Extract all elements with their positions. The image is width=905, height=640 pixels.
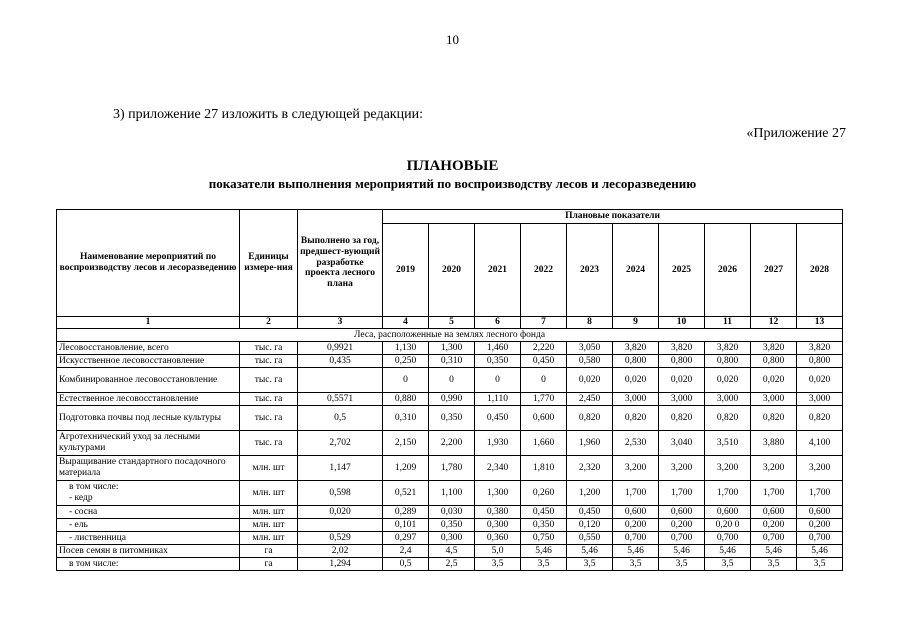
row-year-value: 1,700	[613, 481, 659, 506]
row-year-value: 3,200	[705, 456, 751, 481]
row-year-value: 0,350	[429, 406, 475, 431]
column-number: 8	[567, 317, 613, 329]
row-year-value: 0,600	[659, 506, 705, 519]
row-year-value: 0,350	[475, 355, 521, 368]
row-year-value: 0,600	[613, 506, 659, 519]
header-year: 2027	[751, 224, 797, 317]
row-year-value: 5,46	[613, 545, 659, 558]
row-year-value: 0,700	[751, 532, 797, 545]
row-done-value: 1,147	[298, 456, 383, 481]
row-year-value: 0,880	[383, 393, 429, 406]
header-year: 2020	[429, 224, 475, 317]
row-unit: тыс. га	[240, 393, 298, 406]
row-year-value: 0,310	[429, 355, 475, 368]
row-year-value: 0,820	[659, 406, 705, 431]
row-year-value: 0	[383, 368, 429, 393]
row-done-value: 1,294	[298, 558, 383, 571]
row-done-value: 0,435	[298, 355, 383, 368]
row-year-value: 3,000	[613, 393, 659, 406]
column-number: 4	[383, 317, 429, 329]
row-done-value: 0,9921	[298, 342, 383, 355]
row-year-value: 2,340	[475, 456, 521, 481]
header-year: 2019	[383, 224, 429, 317]
table-row	[57, 532, 843, 545]
row-year-value: 0,300	[429, 532, 475, 545]
row-year-value: 1,300	[475, 481, 521, 506]
row-year-value: 2,220	[521, 342, 567, 355]
row-year-value: 0,360	[475, 532, 521, 545]
row-done-value: 0,529	[298, 532, 383, 545]
row-year-value: 3,050	[567, 342, 613, 355]
row-activity-name: в том числе:	[57, 558, 240, 571]
table-row	[57, 406, 843, 431]
row-year-value: 3,200	[613, 456, 659, 481]
row-year-value: 0,550	[567, 532, 613, 545]
table-row	[57, 456, 843, 481]
row-unit: га	[240, 545, 298, 558]
row-year-value: 0,600	[705, 506, 751, 519]
row-year-value: 3,5	[705, 558, 751, 571]
table-row	[57, 481, 843, 506]
row-year-value: 2,450	[567, 393, 613, 406]
column-number: 6	[475, 317, 521, 329]
row-activity-name: - лиственница	[57, 532, 240, 545]
row-year-value: 0,350	[429, 519, 475, 532]
row-unit: тыс. га	[240, 342, 298, 355]
row-unit: млн. шт	[240, 456, 298, 481]
column-number: 13	[797, 317, 843, 329]
row-year-value: 3,5	[613, 558, 659, 571]
row-year-value: 0,450	[475, 406, 521, 431]
row-year-value: 1,700	[705, 481, 751, 506]
row-year-value: 0,600	[797, 506, 843, 519]
header-row	[57, 210, 843, 224]
row-year-value: 3,820	[751, 342, 797, 355]
row-year-value: 5,46	[751, 545, 797, 558]
document-title: ПЛАНОВЫЕ	[406, 158, 499, 174]
row-year-value: 0,350	[521, 519, 567, 532]
row-year-value: 0,800	[705, 355, 751, 368]
column-number: 12	[751, 317, 797, 329]
row-year-value: 0,200	[797, 519, 843, 532]
row-year-value: 0,700	[613, 532, 659, 545]
row-activity-name: Подготовка почвы под лесные культуры	[57, 406, 240, 431]
row-unit: млн. шт	[240, 519, 298, 532]
row-year-value: 0,289	[383, 506, 429, 519]
row-year-value: 0,450	[521, 355, 567, 368]
row-year-value: 0,820	[797, 406, 843, 431]
section-title: Леса, расположенные на землях лесного фонда	[57, 329, 843, 342]
row-activity-name: Посев семян в питомниках	[57, 545, 240, 558]
row-year-value: 3,000	[797, 393, 843, 406]
row-year-value: 3,5	[475, 558, 521, 571]
row-year-value: 3,000	[659, 393, 705, 406]
row-year-value: 1,770	[521, 393, 567, 406]
row-activity-name: Лесовосстановление, всего	[57, 342, 240, 355]
table-row	[57, 368, 843, 393]
column-number: 10	[659, 317, 705, 329]
column-number: 11	[705, 317, 751, 329]
row-year-value: 0,297	[383, 532, 429, 545]
row-activity-name: - сосна	[57, 506, 240, 519]
row-done-value: 2,702	[298, 431, 383, 456]
row-year-value: 3,200	[797, 456, 843, 481]
row-year-value: 0	[429, 368, 475, 393]
row-done-value: 0,598	[298, 481, 383, 506]
row-year-value: 0,820	[613, 406, 659, 431]
row-year-value: 4,100	[797, 431, 843, 456]
column-number: 9	[613, 317, 659, 329]
row-year-value: 3,000	[705, 393, 751, 406]
row-year-value: 1,700	[659, 481, 705, 506]
row-activity-name: Выращивание стандартного посадочного материала	[57, 456, 240, 481]
row-year-value: 1,110	[475, 393, 521, 406]
row-year-value: 0,450	[567, 506, 613, 519]
row-year-value: 0,020	[751, 368, 797, 393]
header-year: 2022	[521, 224, 567, 317]
row-year-value: 3,200	[751, 456, 797, 481]
row-unit: млн. шт	[240, 481, 298, 506]
row-year-value: 0,800	[613, 355, 659, 368]
row-activity-name: Агротехнический уход за лесными культурами	[57, 431, 240, 456]
row-done-value	[298, 519, 383, 532]
row-year-value: 0,020	[659, 368, 705, 393]
row-year-value: 3,5	[521, 558, 567, 571]
column-number: 3	[298, 317, 383, 329]
row-done-value	[298, 368, 383, 393]
row-year-value: 2,5	[429, 558, 475, 571]
row-unit: га	[240, 558, 298, 571]
header-year: 2023	[567, 224, 613, 317]
row-unit: млн. шт	[240, 506, 298, 519]
row-year-value: 0,300	[475, 519, 521, 532]
plan-indicators-table	[56, 209, 843, 571]
row-activity-name: - ель	[57, 519, 240, 532]
row-year-value: 0,250	[383, 355, 429, 368]
header-activity-name: Наименование мероприятий по воспроизводству лесов и лесоразведению	[57, 210, 240, 317]
row-year-value: 0,750	[521, 532, 567, 545]
row-year-value: 1,780	[429, 456, 475, 481]
row-year-value: 1,700	[797, 481, 843, 506]
row-year-value: 0,820	[705, 406, 751, 431]
row-year-value: 0,020	[797, 368, 843, 393]
row-year-value: 0,020	[705, 368, 751, 393]
row-year-value: 3,5	[659, 558, 705, 571]
table-row	[57, 545, 843, 558]
table-row	[57, 393, 843, 406]
row-year-value: 0,020	[613, 368, 659, 393]
row-unit: тыс. га	[240, 355, 298, 368]
row-year-value: 0,310	[383, 406, 429, 431]
row-year-value: 0	[475, 368, 521, 393]
row-year-value: 3,820	[797, 342, 843, 355]
row-year-value: 0,200	[659, 519, 705, 532]
row-year-value: 5,46	[521, 545, 567, 558]
row-unit: тыс. га	[240, 368, 298, 393]
row-year-value: 0,521	[383, 481, 429, 506]
row-year-value: 0,700	[705, 532, 751, 545]
header-unit: Единицы измере-ния	[240, 210, 298, 317]
header-year: 2026	[705, 224, 751, 317]
row-unit: тыс. га	[240, 406, 298, 431]
row-year-value: 3,040	[659, 431, 705, 456]
row-year-value: 3,820	[705, 342, 751, 355]
row-year-value: 0,101	[383, 519, 429, 532]
row-year-value: 0,20 0	[705, 519, 751, 532]
row-year-value: 3,820	[659, 342, 705, 355]
row-year-value: 2,530	[613, 431, 659, 456]
row-year-value: 5,46	[659, 545, 705, 558]
row-year-value: 2,320	[567, 456, 613, 481]
row-year-value: 0,800	[797, 355, 843, 368]
row-year-value: 1,300	[429, 342, 475, 355]
row-year-value: 0,580	[567, 355, 613, 368]
column-number: 2	[240, 317, 298, 329]
row-done-value: 0,020	[298, 506, 383, 519]
table-row	[57, 558, 843, 571]
row-year-value: 3,510	[705, 431, 751, 456]
row-done-value: 0,5571	[298, 393, 383, 406]
row-year-value: 2,150	[383, 431, 429, 456]
row-year-value: 1,930	[475, 431, 521, 456]
document-subtitle: показатели выполнения мероприятий по воспроизводству лесов и лесоразведению	[208, 176, 697, 191]
header-year: 2021	[475, 224, 521, 317]
row-year-value: 3,880	[751, 431, 797, 456]
header-year: 2024	[613, 224, 659, 317]
section-row	[57, 329, 843, 342]
table-row	[57, 355, 843, 368]
row-activity-name: Естественное лесовосстановление	[57, 393, 240, 406]
row-year-value: 1,960	[567, 431, 613, 456]
row-year-value: 5,46	[567, 545, 613, 558]
row-year-value: 2,200	[429, 431, 475, 456]
table-row	[57, 342, 843, 355]
column-number: 5	[429, 317, 475, 329]
appendix-reference: «Приложение 27	[746, 126, 846, 141]
row-year-value: 3,5	[797, 558, 843, 571]
row-year-value: 1,810	[521, 456, 567, 481]
row-year-value: 4,5	[429, 545, 475, 558]
row-activity-name: в том числе: - кедр	[57, 481, 240, 506]
column-number: 7	[521, 317, 567, 329]
header-planned-indicators: Плановые показатели	[383, 210, 843, 224]
header-year: 2025	[659, 224, 705, 317]
row-unit: млн. шт	[240, 532, 298, 545]
intro-text: 3) приложение 27 изложить в следующей редакции:	[113, 107, 423, 122]
table-row	[57, 506, 843, 519]
row-year-value: 0,020	[567, 368, 613, 393]
page-number: 10	[446, 32, 459, 47]
row-year-value: 0,600	[521, 406, 567, 431]
column-numbers-row	[57, 317, 843, 329]
row-year-value: 0,820	[567, 406, 613, 431]
row-year-value: 0,820	[751, 406, 797, 431]
row-activity-name: Комбинированное лесовосстановление	[57, 368, 240, 393]
row-year-value: 3,200	[659, 456, 705, 481]
row-year-value: 1,209	[383, 456, 429, 481]
row-year-value: 1,200	[567, 481, 613, 506]
row-year-value: 2,4	[383, 545, 429, 558]
header-year: 2028	[797, 224, 843, 317]
row-year-value: 1,100	[429, 481, 475, 506]
row-unit: тыс. га	[240, 431, 298, 456]
row-done-value: 0,5	[298, 406, 383, 431]
row-year-value: 0,990	[429, 393, 475, 406]
row-year-value: 0,120	[567, 519, 613, 532]
row-year-value: 0,800	[751, 355, 797, 368]
row-year-value: 3,820	[613, 342, 659, 355]
row-year-value: 0,200	[613, 519, 659, 532]
row-year-value: 1,130	[383, 342, 429, 355]
row-year-value: 0,700	[797, 532, 843, 545]
row-year-value: 3,5	[567, 558, 613, 571]
row-year-value: 0	[521, 368, 567, 393]
row-year-value: 0,5	[383, 558, 429, 571]
row-year-value: 5,46	[797, 545, 843, 558]
table-row	[57, 431, 843, 456]
row-year-value: 3,5	[751, 558, 797, 571]
column-number: 1	[57, 317, 240, 329]
table-row	[57, 519, 843, 532]
row-year-value: 1,700	[751, 481, 797, 506]
row-year-value: 0,260	[521, 481, 567, 506]
row-year-value: 0,030	[429, 506, 475, 519]
row-activity-name: Искусственное лесовосстановление	[57, 355, 240, 368]
row-year-value: 5,0	[475, 545, 521, 558]
row-year-value: 5,46	[705, 545, 751, 558]
row-year-value: 1,460	[475, 342, 521, 355]
row-done-value: 2,02	[298, 545, 383, 558]
row-year-value: 0,700	[659, 532, 705, 545]
row-year-value: 3,000	[751, 393, 797, 406]
row-year-value: 0,380	[475, 506, 521, 519]
row-year-value: 0,800	[659, 355, 705, 368]
row-year-value: 1,660	[521, 431, 567, 456]
row-year-value: 0,200	[751, 519, 797, 532]
row-year-value: 0,600	[751, 506, 797, 519]
header-done-previous-year: Выполнено за год, предшест-вующий разработке проекта лесного плана	[298, 210, 383, 317]
row-year-value: 0,450	[521, 506, 567, 519]
